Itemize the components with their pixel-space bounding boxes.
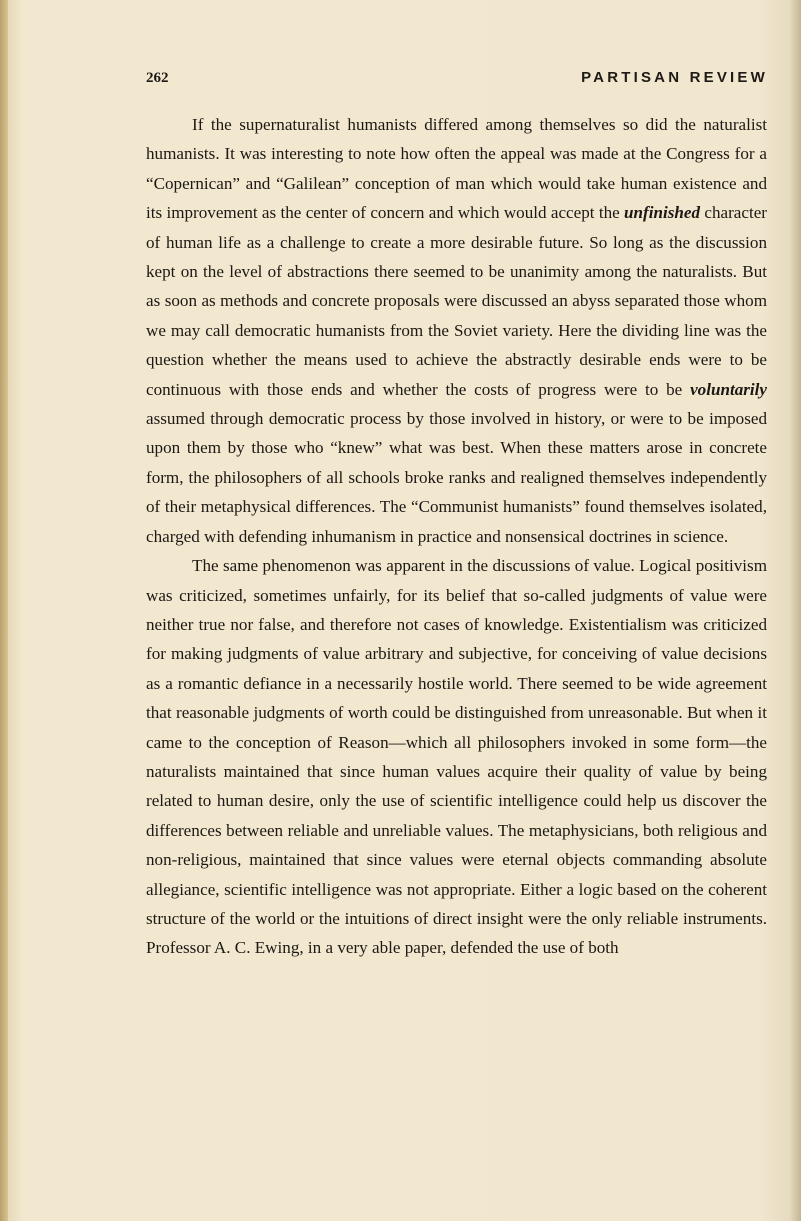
paragraph-2: The same phenomenon was apparent in the discussions of value. Logical positivism was criticized, sometimes unfairly, for its belief that so-called judgments of value were neither true nor false, and therefore not cases of knowledge. Existentialism was criticized for making judgments of value arbitrary and subjective, for conceiving of value decisions as a romantic defiance in a necessarily hostile world. There seemed to be wide agreement that reasonable judgments of worth could be distinguished from unreasonable. But when it came to the conception of Reason—which all philosophers invoked in some form—the naturalists maintained that since human values acquire their quality of value by being related to human desire, only the use of scientific intelligence could help us discover the differences between reliable and unreliable values. The metaphysicians, both religious and non-religious, maintained that since values were eternal objects commanding absolute allegiance, scientific intelligence was not appropriate. Either a logic based on the coherent structure of the world or the intuitions of direct insight were the only reliable instruments. Professor A. C. Ewing, in a very able paper, defended the use of both [146,556,767,958]
page-header [146,66,768,92]
paragraph-1-part-2: character of human life as a challenge to create a more desirable future. So long as the discussion kept on the level of abstractions there seemed to be unanimity among the naturalists. But as soon as methods and concrete proposals were discussed an abyss separated those whom we may call democratic humanists from the Soviet variety. Here the dividing line was the question whether the means used to achieve the abstractly desirable ends were to be continuous with those ends and whether the costs of progress were to be [146,203,767,399]
running-head: PARTISAN REVIEW [581,69,768,86]
emphasis-voluntarily: voluntarily [690,379,767,399]
emphasis-unfinished: unfinished [624,203,701,223]
page-edge-shadow [789,0,801,1221]
paragraph-1-part-3: assumed through democratic process by those involved in history, or were to be imposed upon them by those who “knew” what was best. When these matters arose in concrete form, the philosophers of all schools broke ranks and realigned themselves independently of their metaphysical differences. The “Communist humanists” found themselves isolated, charged with defending inhumanism in practice and nonsensical doctrines in science. [146,409,767,546]
paragraph-1-part-1: If the supernaturalist humanists differed among themselves so did the naturalist humanists. It was interesting to note how often the appeal was made at the Congress for a “Copernican” and “Galilean” conception of man which would take human existence and its improvement as the center of concern and which would accept the [146,115,767,223]
paragraph-1 [146,110,767,551]
body-text [146,110,767,963]
page-number: 262 [146,70,169,86]
